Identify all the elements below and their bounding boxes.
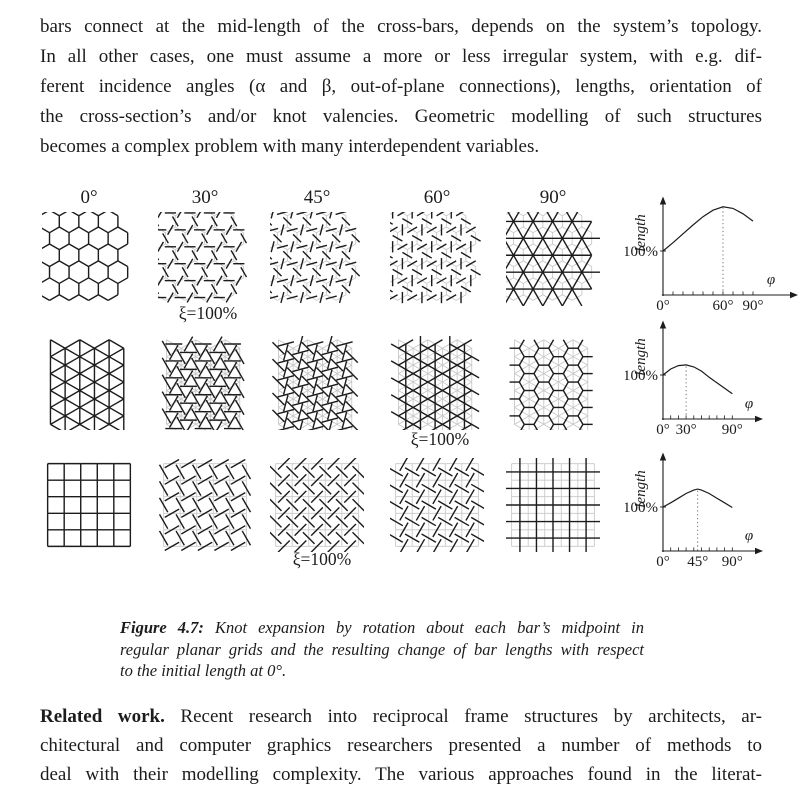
xi-label-tri-row: ξ=100% xyxy=(410,429,470,449)
pattern-hex-45deg xyxy=(270,212,364,306)
pattern-square-60deg xyxy=(390,458,484,552)
svg-text:90°: 90° xyxy=(742,298,764,314)
pattern-tri-45deg xyxy=(270,336,364,430)
paragraph-related-work xyxy=(40,702,762,789)
plot-square-grid-length-curve xyxy=(625,444,800,574)
svg-text:length: length xyxy=(633,470,649,508)
angle-label-90deg: 90° xyxy=(539,187,567,208)
svg-text:length: length xyxy=(633,338,649,376)
angle-label-0deg: 0° xyxy=(80,187,98,208)
pattern-tri-0deg xyxy=(42,336,136,430)
svg-text:φ: φ xyxy=(744,396,754,412)
pattern-tri-90deg xyxy=(506,336,600,430)
figure-caption xyxy=(120,617,644,682)
pattern-square-45deg xyxy=(270,458,364,552)
angle-label-45deg: 45° xyxy=(303,187,331,208)
text-line: In all other cases, one must assume a more or less irregular system, with e.g. dif- xyxy=(40,46,762,67)
text-line: bars connect at the mid-length of the cross-bars, depends on the system’s topology. xyxy=(40,16,762,37)
related-work-text: Recent research into reciprocal frame structures by architects, ar- xyxy=(164,706,763,727)
svg-text:100%: 100% xyxy=(625,244,658,260)
caption-line: to the initial length at 0°. xyxy=(120,661,287,680)
text-line: the cross-section’s and/or knot valencies. Geometric modelling of such structures xyxy=(40,106,762,127)
svg-text:90°: 90° xyxy=(721,422,743,438)
svg-text:φ: φ xyxy=(766,272,776,288)
text-line: becomes a complex problem with many interdependent variables. xyxy=(40,136,540,157)
svg-text:0°: 0° xyxy=(656,422,670,438)
caption-line xyxy=(120,617,644,639)
pattern-hex-30deg xyxy=(158,212,252,306)
angle-label-30deg: 30° xyxy=(191,187,219,208)
svg-text:100%: 100% xyxy=(625,500,658,516)
svg-text:90°: 90° xyxy=(721,554,743,570)
svg-text:length: length xyxy=(633,214,649,252)
pattern-square-30deg xyxy=(158,458,252,552)
related-work-heading: Related work. xyxy=(40,706,165,727)
text-line: deal with their modelling complexity. The various approaches found in the literat- xyxy=(40,764,762,785)
text-line: ferent incidence angles (α and β, out-of-plane connections), lengths, orientation of xyxy=(40,76,762,97)
text-line: chitectural and computer graphics researchers presented a number of methods to xyxy=(40,735,762,756)
caption-label: Figure 4.7: xyxy=(120,618,204,637)
svg-text:100%: 100% xyxy=(625,368,658,384)
svg-text:60°: 60° xyxy=(712,298,734,314)
pattern-hex-60deg xyxy=(390,212,484,306)
plot-hexagonal-grid-length-curve xyxy=(625,188,800,318)
xi-label-hex-row: ξ=100% xyxy=(178,303,238,323)
paragraph-top xyxy=(40,12,762,162)
caption-line: regular planar grids and the resulting change of bar lengths with respect xyxy=(120,639,644,659)
angle-label-60deg: 60° xyxy=(423,187,451,208)
pattern-square-0deg xyxy=(42,458,136,552)
svg-text:45°: 45° xyxy=(687,554,709,570)
svg-text:30°: 30° xyxy=(675,422,697,438)
svg-text:0°: 0° xyxy=(656,298,670,314)
pattern-tri-60deg xyxy=(390,336,484,430)
pattern-hex-90deg xyxy=(506,212,600,306)
xi-label-square-row: ξ=100% xyxy=(292,549,352,569)
pattern-hex-0deg xyxy=(42,212,136,306)
plot-triangular-grid-length-curve xyxy=(625,312,800,442)
text-line xyxy=(40,702,762,731)
svg-text:0°: 0° xyxy=(656,554,670,570)
pattern-tri-30deg xyxy=(158,336,252,430)
pattern-square-90deg xyxy=(506,458,600,552)
svg-text:φ: φ xyxy=(744,528,754,544)
caption-text: Knot expansion by rotation about each bar’s midpoint in xyxy=(203,618,645,637)
